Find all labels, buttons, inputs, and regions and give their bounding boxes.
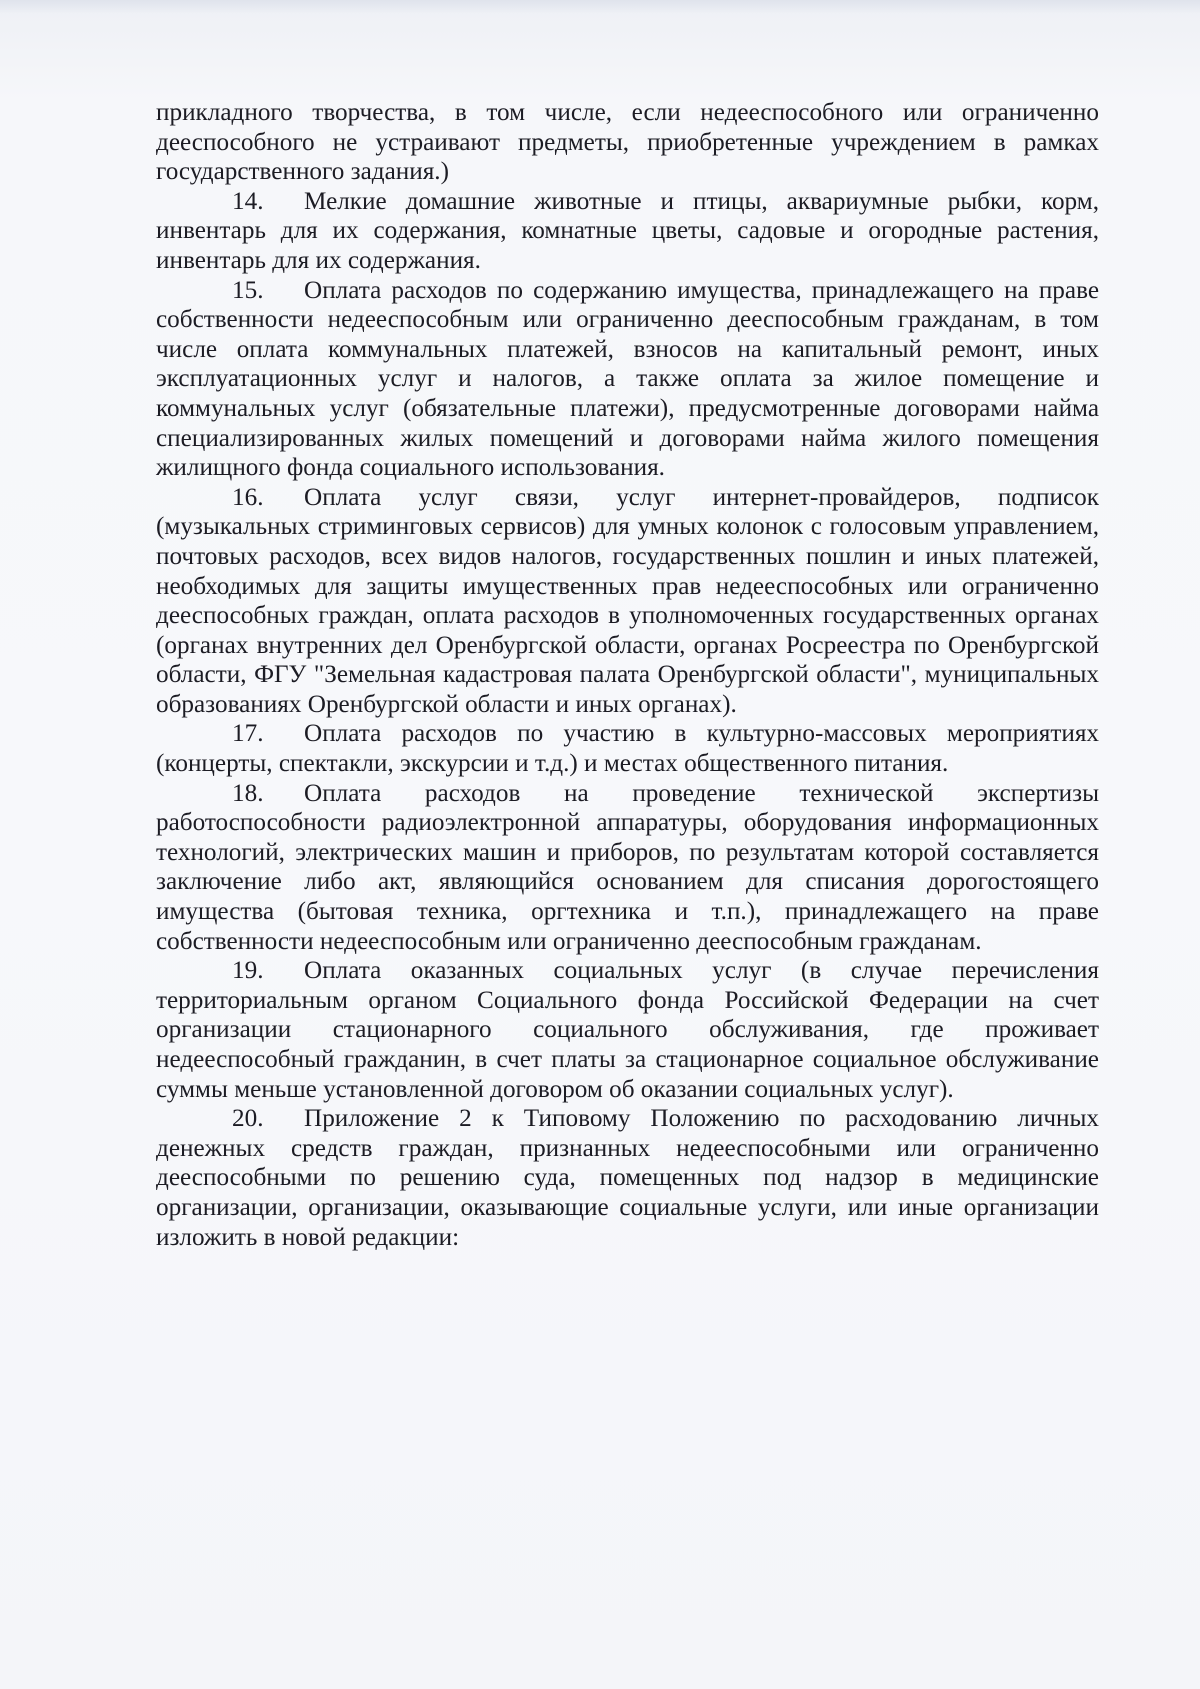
item-number: 16. xyxy=(232,483,264,511)
item-text: Оплата расходов по участию в культурно-массовых мероприятиях (концерты, спектакли, экскурсии и т.д.) и местах общественного питания. xyxy=(156,720,1099,778)
item-text: Приложение 2 к Типовому Положению по расходованию личных денежных средств граждан, признанных недееспособными или ограниченно дееспособными по решению суда, помещенных под надзор в медицинские организации, организации, оказывающие социальные услуги, или иные организации изложить в новой редакции: xyxy=(156,1105,1099,1251)
item-number: 17. xyxy=(232,720,264,748)
list-item-16 xyxy=(156,483,1099,720)
list-item-15 xyxy=(156,276,1099,483)
item-number: 20. xyxy=(232,1105,264,1133)
item-text: Оплата расходов на проведение технической экспертизы работоспособности радиоэлектронной аппаратуры, оборудования информационных технологий, электрических машин и приборов, по результатам которой составляется заключение либо акт, являющийся основанием для списания дорогостоящего имущества (бытовая техника, оргтехника и т.п.), принадлежащего на праве собственности недееспособным или ограниченно дееспособным гражданам. xyxy=(156,779,1099,955)
item-text: Оплата оказанных социальных услуг (в случае перечисления территориальным органом Социального фонда Российской Федерации на счет организации стационарного социального обслуживания, где проживает недееспособный гражданин, в счет платы за стационарное социальное обслуживание суммы меньше установленной договором об оказании социальных услуг). xyxy=(156,957,1099,1103)
item-number: 18. xyxy=(232,779,264,807)
item-text: Оплата расходов по содержанию имущества, принадлежащего на праве собственности недееспособным или ограниченно дееспособным гражданам, в том числе оплата коммунальных платежей, взносов на капитальный ремонт, иных эксплуатационных услуг и налогов, а также оплата за жилое помещение и коммунальных услуг (обязательные платежи), предусмотренные договорами найма специализированных жилых помещений и договорами найма жилого помещения жилищного фонда социального использования. xyxy=(156,276,1099,482)
list-item-20 xyxy=(156,1104,1099,1252)
list-item-17 xyxy=(156,719,1099,778)
item-number: 19. xyxy=(232,957,264,985)
list-item-19 xyxy=(156,956,1099,1104)
document-body xyxy=(156,98,1099,1252)
list-item-18 xyxy=(156,779,1099,957)
item-number: 15. xyxy=(232,276,264,304)
item-text: Мелкие домашние животные и птицы, аквариумные рыбки, корм, инвентарь для их содержания, комнатные цветы, садовые и огородные растения, инвентарь для их содержания. xyxy=(156,187,1099,274)
list-item-14 xyxy=(156,187,1099,276)
continuation-paragraph: прикладного творчества, в том числе, если недееспособного или ограниченно дееспособного не устраивают предметы, приобретенные учреждением в рамках государственного задания.) xyxy=(156,99,1099,186)
scan-edge-shadow xyxy=(0,0,1200,14)
item-text: Оплата услуг связи, услуг интернет-провайдеров, подписок (музыкальных стриминговых сервисов) для умных колонок с голосовым управлением, почтовых расходов, всех видов налогов, государственных пошлин и иных платежей, необходимых для защиты имущественных прав недееспособных или ограниченно дееспособных граждан, оплата расходов в уполномоченных государственных органах (органах внутренних дел Оренбургской области, органах Росреестра по Оренбургской области, ФГУ "Земельная кадастровая палата Оренбургской области", муниципальных образованиях Оренбургской области и иных органах). xyxy=(156,483,1099,718)
item-number: 14. xyxy=(232,187,264,215)
